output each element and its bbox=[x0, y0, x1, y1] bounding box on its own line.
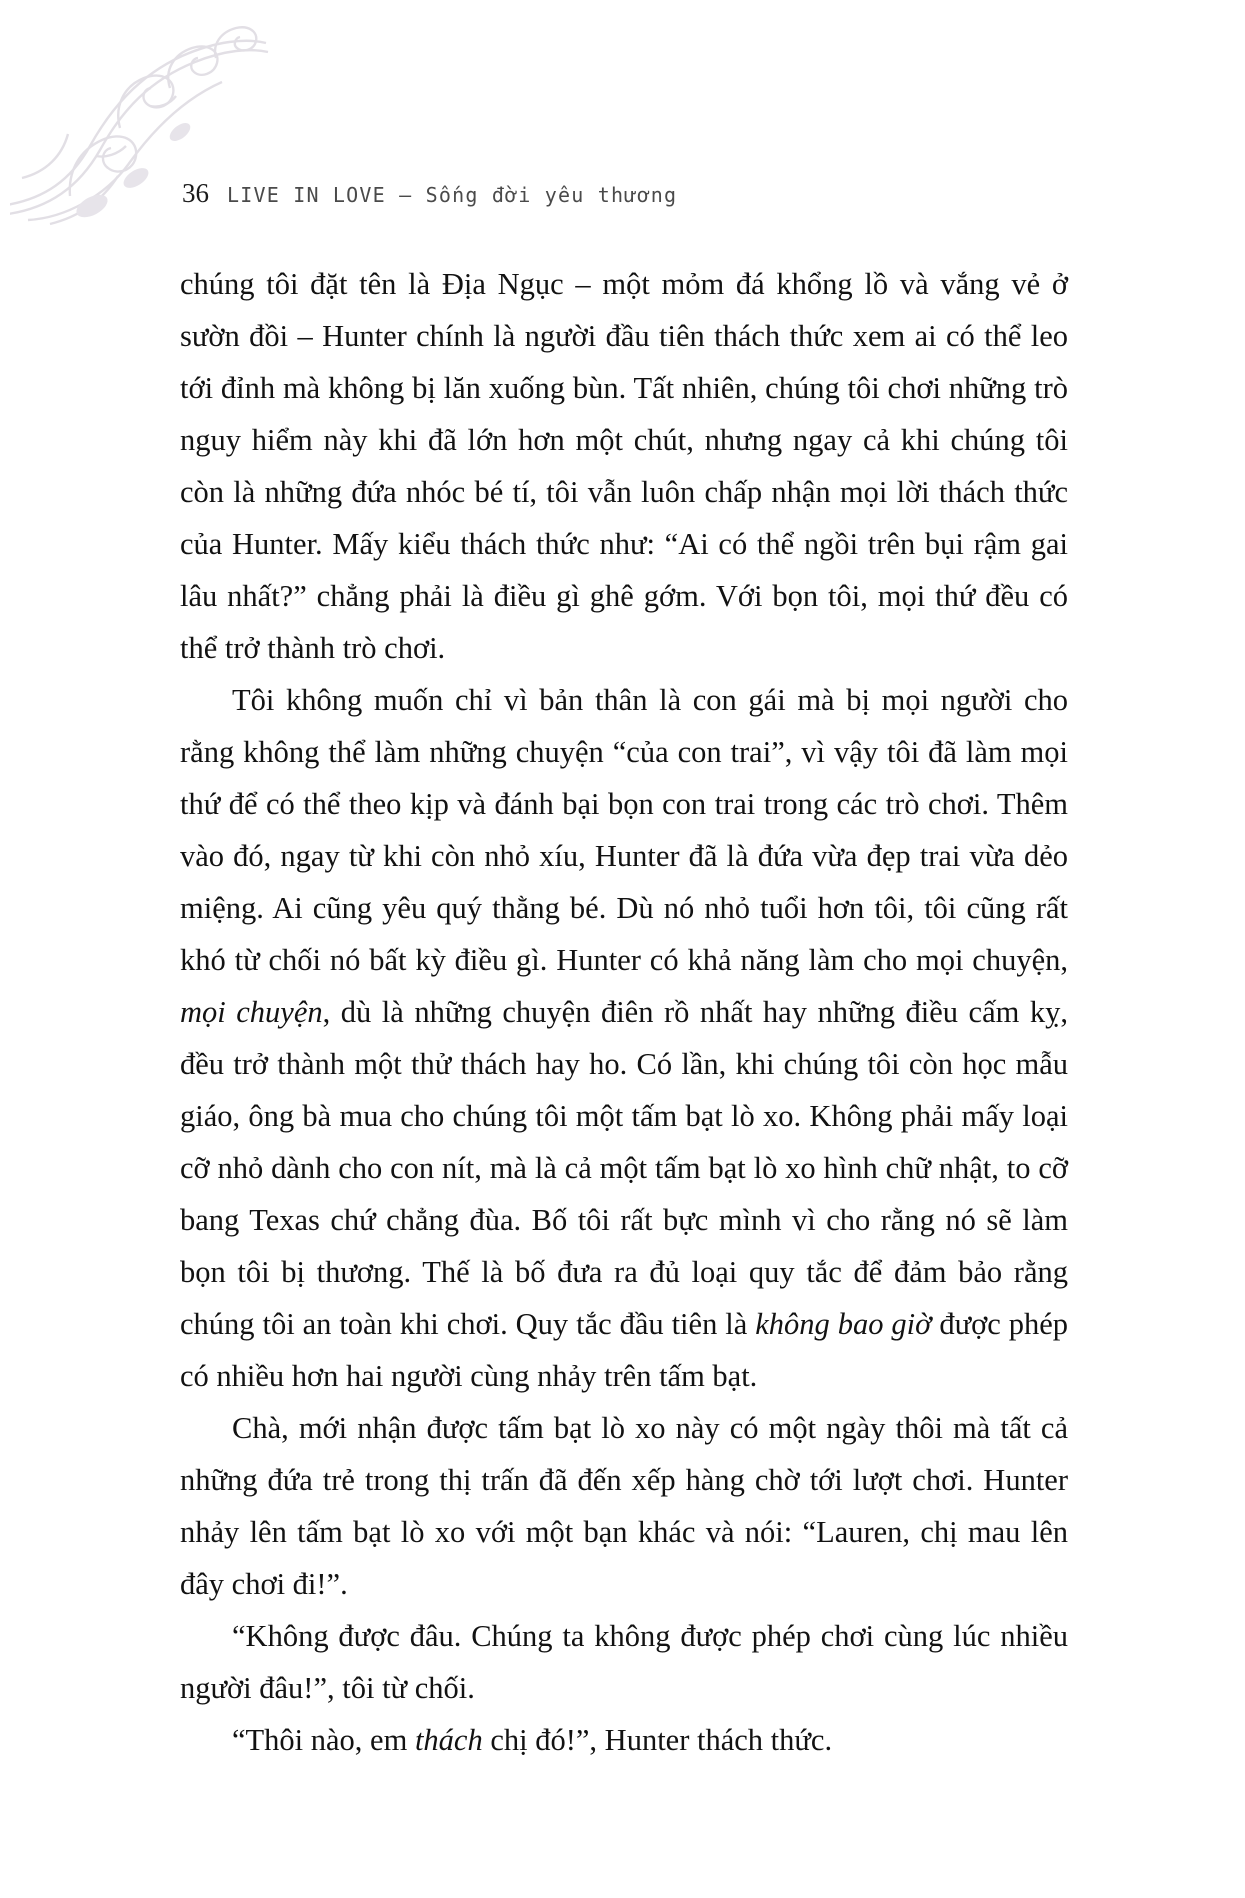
page-body-text bbox=[180, 258, 1068, 1766]
emphasis-text: không bao giờ bbox=[755, 1307, 932, 1341]
book-title-header: LIVE IN LOVE – Sống đời yêu thương bbox=[227, 183, 678, 207]
running-head bbox=[182, 178, 677, 209]
page-number: 36 bbox=[182, 178, 209, 208]
paragraph bbox=[180, 674, 1068, 1402]
emphasis-text: thách bbox=[414, 1723, 483, 1757]
text-run: “Không được đâu. Chúng ta không được phép chơi cùng lúc nhiều người đâu!”, tôi từ chối. bbox=[180, 1619, 1068, 1705]
paragraph bbox=[180, 1714, 1068, 1766]
emphasis-text: mọi chuyện bbox=[180, 995, 323, 1029]
text-run: , dù là những chuyện điên rồ nhất hay những điều cấm kỵ, đều trở thành một thử thách hay ho. Có lần, khi chúng tôi còn học mẫu giáo, ông bà mua cho chúng tôi một tấm bạt lò xo. Không phải mấy loại cỡ nhỏ dành cho con nít, mà là cả một tấm bạt lò xo hình chữ nhật, to cỡ bang Texas chứ chẳng đùa. Bố tôi rất bực mình vì cho rằng nó sẽ làm bọn tôi bị thương. Thế là bố đưa ra đủ loại quy tắc để đảm bảo rằng chúng tôi an toàn khi chơi. Quy tắc đầu tiên là bbox=[180, 995, 1068, 1341]
paragraph bbox=[180, 258, 1068, 674]
text-run: Tôi không muốn chỉ vì bản thân là con gái mà bị mọi người cho rằng không thể làm những chuyện “của con trai”, vì vậy tôi đã làm mọi thứ để có thể theo kịp và đánh bại bọn con trai trong các trò chơi. Thêm vào đó, ngay từ khi còn nhỏ xíu, Hunter đã là đứa vừa đẹp trai vừa dẻo miệng. Ai cũng yêu quý thằng bé. Dù nó nhỏ tuổi hơn tôi, tôi cũng rất khó từ chối nó bất kỳ điều gì. Hunter có khả năng làm cho mọi chuyện, bbox=[180, 683, 1068, 977]
paragraph bbox=[180, 1610, 1068, 1714]
text-run: chúng tôi đặt tên là Địa Ngục – một mỏm đá khổng lồ và vắng vẻ ở sườn đồi – Hunter chính là người đầu tiên thách thức xem ai có thể leo tới đỉnh mà không bị lăn xuống bùn. Tất nhiên, chúng tôi chơi những trò nguy hiểm này khi đã lớn hơn một chút, nhưng ngay cả khi chúng tôi còn là những đứa nhóc bé tí, tôi vẫn luôn chấp nhận mọi lời thách thức của Hunter. Mấy kiểu thách thức như: “Ai có thể ngồi trên bụi rậm gai lâu nhất?” chẳng phải là điều gì ghê gớm. Với bọn tôi, mọi thứ đều có thể trở thành trò chơi. bbox=[180, 267, 1068, 665]
paragraph bbox=[180, 1402, 1068, 1610]
text-run: chị đó!”, Hunter thách thức. bbox=[482, 1723, 833, 1757]
text-run: “Thôi nào, em bbox=[232, 1723, 415, 1757]
text-run: được phép có nhiều hơn hai người cùng nhảy trên tấm bạt. bbox=[180, 1307, 1069, 1393]
text-run: Chà, mới nhận được tấm bạt lò xo này có một ngày thôi mà tất cả những đứa trẻ trong thị trấn đã đến xếp hàng chờ tới lượt chơi. Hunter nhảy lên tấm bạt lò xo với một bạn khác và nói: “Lauren, chị mau lên đây chơi đi!”. bbox=[180, 1411, 1068, 1601]
